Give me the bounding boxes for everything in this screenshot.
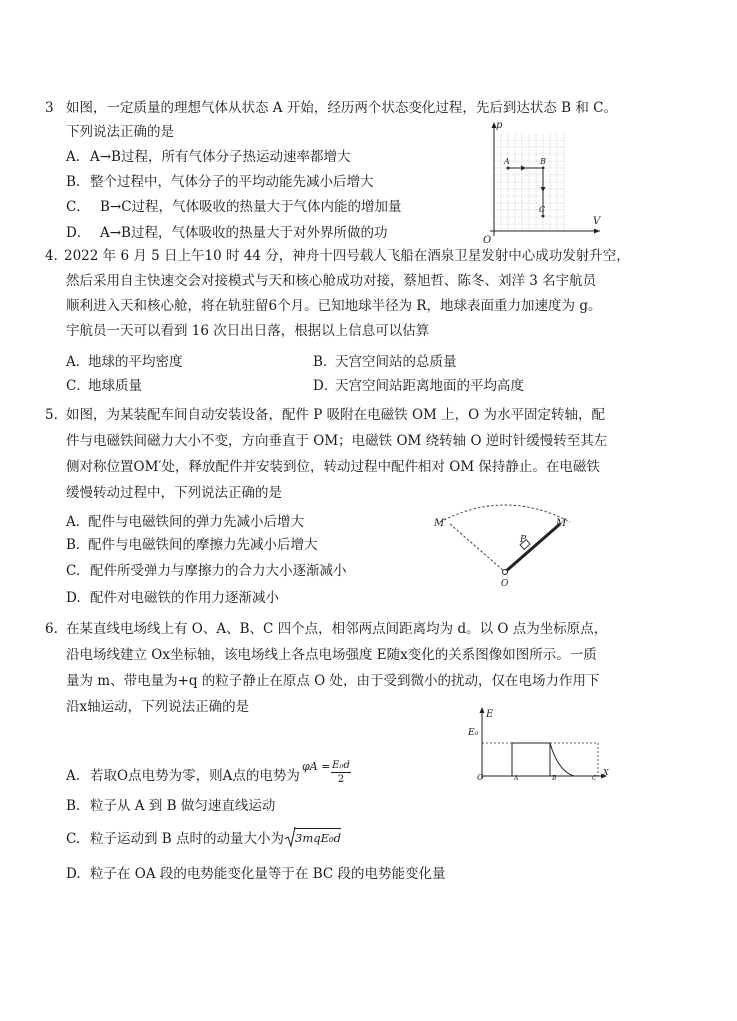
option-text: A→B过程，所有气体分子热运动速率都增大: [90, 149, 351, 165]
question-stem: 如图，一定质量的理想气体从状态 A 开始，经历两个状态变化过程，先后到达状态 B 和 C。: [66, 100, 617, 116]
option-label: B.: [66, 174, 81, 190]
option-text: 若取O点电势为零，则A点的电势为: [90, 768, 300, 784]
question-stem: 如图，为某装配车间自动安装设备，配件 P 吸附在电磁铁 OM 上，O 为水平固定转轴，配: [66, 407, 605, 423]
question-stem: 沿电场线建立 Ox坐标轴，该电场线上各点电场强度 E随x变化的关系图像如图所示。一质: [66, 647, 597, 663]
state-b: [542, 167, 545, 170]
p-axis-label: p: [496, 120, 503, 131]
label-a: A: [504, 157, 510, 166]
state-c: [542, 215, 545, 218]
question-stem: 然后采用自主快速交会对接模式与天和核心舱成功对接，蔡旭哲、陈冬、刘洋 3 名宇航员: [66, 273, 597, 289]
v-axis-label: V: [593, 216, 601, 227]
option-label: D.: [66, 866, 81, 882]
label-o: O: [501, 579, 509, 588]
option-text: 地球的平均密度: [88, 354, 183, 370]
bc-arrow: [541, 187, 546, 192]
option-label: D.: [66, 590, 81, 606]
pv-diagram: [480, 118, 605, 246]
option-text: B→C过程，气体吸收的热量大于气体内能的增加量: [100, 199, 402, 215]
formula-c-radicand: 3mqE₀d: [295, 828, 341, 845]
formula-a-numerator: E₀d: [332, 760, 350, 771]
option-label: B．: [313, 354, 337, 370]
ab-arrow: [521, 166, 526, 171]
magnet-om: [505, 524, 560, 572]
option-label: D．: [313, 378, 338, 394]
label-m-prime: M′: [434, 518, 447, 529]
label-m: M: [556, 518, 567, 529]
option-text: 粒子在 OA 段的电势能变化量等于在 BC 段的电势能变化量: [90, 866, 446, 882]
option-label: A.: [66, 768, 81, 784]
e-x-graph: [462, 705, 612, 781]
label-c: C: [539, 205, 546, 214]
option-text: 粒子从 A 到 B 做匀速直线运动: [90, 798, 276, 814]
label-p: P: [520, 535, 527, 545]
option-label: B.: [66, 798, 81, 814]
question-number: 3: [45, 100, 54, 116]
option-text: 粒子运动到 B 点时的动量大小为: [90, 831, 285, 847]
state-a: [507, 167, 510, 170]
label-b: B: [540, 157, 546, 166]
field-plateau: [512, 743, 550, 776]
question-stem: 在某直线电场线上有 O、A、B、C 四个点，相邻两点间距离均为 d。以 O 点为坐标原点，: [66, 621, 608, 637]
option-text: 天宫空间站的总质量: [335, 354, 457, 370]
pv-grid: [494, 134, 564, 231]
electromagnet-diagram: [430, 504, 580, 588]
formula-a-lhs: φA =: [302, 760, 331, 773]
v-axis-arrow: [594, 229, 600, 234]
question-stem: 2022 年 6 月 5 日上午10 时 44 分，神舟十四号载人飞船在酒泉卫星发射中心成功发射升空，: [64, 248, 630, 264]
option-label: C．: [66, 378, 90, 394]
formula-a-denominator: 2: [337, 774, 345, 785]
question-stem: 件与电磁铁间磁力大小不变，方向垂直于 OM；电磁铁 OM 绕转轴 O 逆时针缓慢转至其左: [66, 433, 608, 449]
option-text: 配件对电磁铁的作用力逐渐减小: [90, 590, 279, 606]
magnet-om-edge: [507, 526, 562, 574]
option-label: D．: [66, 225, 91, 241]
question-number: 6.: [45, 621, 58, 637]
rotation-arc: [440, 505, 570, 522]
option-label: B．: [66, 537, 90, 553]
question-number: 4．: [45, 248, 68, 264]
question-stem: 沿x轴运动，下列说法正确的是: [66, 699, 250, 715]
e-axis-arrow: [480, 707, 485, 713]
label-a: A: [514, 775, 519, 781]
x-axis-label: X: [603, 768, 609, 777]
option-text: A→B过程，气体吸收的热量大于对外界所做的功: [100, 225, 388, 241]
magnet-om-prime: [450, 524, 505, 572]
option-text: 天宫空间站距离地面的平均高度: [335, 378, 524, 394]
question-stem: 缓慢转动过程中，下列说法正确的是: [66, 485, 282, 501]
option-label: A．: [66, 354, 90, 370]
field-decay-curve: [550, 743, 574, 776]
origin-label: O: [483, 235, 492, 246]
option-text: 地球质量: [88, 378, 142, 394]
option-label: C.: [66, 563, 81, 579]
option-label: A.: [66, 149, 81, 165]
question-stem: 宇航员一天可以看到 16 次日出日落，根据以上信息可以估算: [66, 323, 430, 339]
option-text: 配件与电磁铁间的弹力先减小后增大: [88, 514, 304, 530]
question-stem: 顺利进入天和核心舱，将在轨驻留6个月。已知地球半径为 R，地球表面重力加速度为 g。: [66, 298, 602, 314]
e-axis-label: E: [486, 709, 494, 720]
pivot-o: [503, 570, 508, 575]
label-c: C: [592, 775, 597, 781]
question-stem: 下列说法正确的是: [66, 124, 174, 140]
question-stem: 量为 m、带电量为+q 的粒子静止在原点 O 处，由于受到微小的扰动，仅在电场力作用下: [66, 673, 600, 689]
option-text: 整个过程中，气体分子的平均动能先减小后增大: [90, 174, 374, 190]
label-b: B: [552, 775, 557, 781]
option-label: C.: [66, 831, 81, 847]
origin-label: O: [477, 773, 484, 781]
option-label: C．: [66, 199, 90, 215]
option-text: 配件与电磁铁间的摩擦力先减小后增大: [88, 537, 318, 553]
e0-label: E₀: [468, 728, 479, 738]
option-label: A．: [66, 514, 90, 530]
question-stem: 侧对称位置OM′处，释放配件并安装到位，转动过程中配件相对 OM 保持静止。在电磁铁: [66, 459, 600, 475]
question-number: 5.: [45, 407, 58, 423]
option-text: 配件所受弹力与摩擦力的合力大小逐渐减小: [90, 563, 347, 579]
